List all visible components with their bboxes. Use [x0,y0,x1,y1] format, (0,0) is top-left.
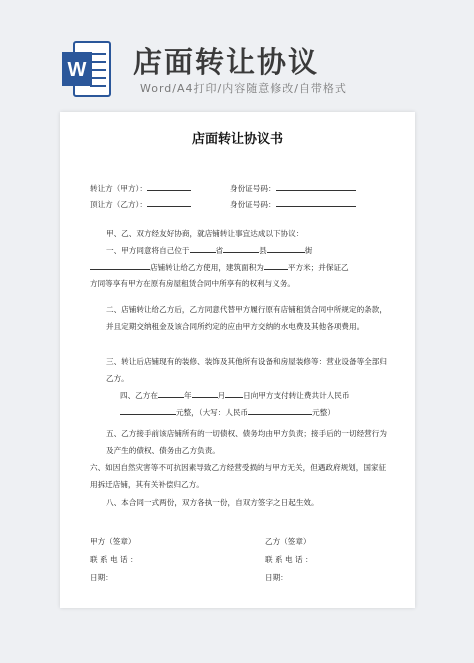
month-blank [192,389,218,398]
clause-1-area-text: 店铺转让给乙方使用，建筑面积为 [150,262,264,272]
intro-text: 甲、乙、双方经友好协商，就店铺转让事宜达成以下协议： [106,229,304,238]
clause-1-line-1 [90,243,390,260]
clause-4-capital-text: 元整，（大写：人民币 [176,407,249,417]
year-blank [158,389,184,398]
transferor-row [90,182,191,194]
year-label: 年 [183,391,192,400]
transferee-id-label: 身份证号码： [230,200,276,209]
clause-1-line-3: 方同等享有甲方在原有房屋租赁合同中所享有的权利与义务。 [90,279,296,288]
clause-4-end: 元整） [312,407,335,417]
clause-4-line-1 [90,388,390,405]
document-page [60,112,415,608]
clause-4-start: 四、乙方在 [120,391,158,400]
clause-6-text: 六、如因自然灾害等不可抗因素导致乙方经营受损的与甲方无关，但遇政府规划，国家征用拆迁店铺，其有关补偿归乙方。 [90,463,387,489]
clause-1-start: 一、甲方同意将自己位于 [106,246,190,255]
amount-blank [120,406,176,415]
transferor-blank [147,182,191,191]
transferee-id-row [230,198,356,210]
clause-5-text: 五、乙方接手前该店铺所有的一切债权、债务均由甲方负责；接手后的一切经营行为及产生的债权、债务由乙方负责。 [106,429,387,455]
month-label: 月 [217,391,226,400]
street-label: 街 [304,246,313,255]
clause-4-payment-text: 日向甲方支付转让费共计人民币 [243,391,350,400]
clause-1 [90,243,390,293]
area-blank [264,261,288,270]
clause-1-area-unit: 平方米；并保证乙 [287,262,349,272]
transferee-label: 顶让方（乙方）： [90,200,147,209]
party-a-sign: 甲方（签章） [90,537,136,546]
province-label: 省 [215,246,224,255]
transferee-id-blank [276,198,356,207]
clause-3-text: 三、转让后店铺现有的装修、装饰及其他所有设备和房屋装修等：营业设备等全部归乙方。 [106,357,387,383]
header-title: 店面转让协议 [133,45,320,79]
party-b-phone-label: 联 系 电 话 ： [265,555,313,564]
svg-text:W: W [67,59,87,81]
street-blank [267,244,305,253]
party-b-date: 日期： [265,573,288,582]
transferee-blank [147,198,191,207]
transferee-row [90,198,191,210]
transferor-id-blank [276,182,356,191]
capital-amount-blank [248,406,312,415]
transferor-label: 转让方（甲方）： [90,184,147,193]
word-document-icon [62,40,112,98]
clause-4 [90,388,390,421]
party-b-phone [265,554,313,565]
clause-1-line-2 [90,260,390,277]
document-title: 店面转让协议书 [191,132,283,147]
party-b-sign: 乙方（签章） [265,537,311,546]
clause-5 [90,426,390,459]
clause-6 [90,460,390,493]
county-label: 县 [259,246,267,255]
province-blank [190,244,216,253]
transferor-id-row [230,182,356,194]
transferor-id-label: 身份证号码： [230,184,276,193]
party-a-phone [90,554,138,565]
clause-8-text: 八、本合同一式两份，双方各执一份，自双方签字之日起生效。 [106,498,319,507]
intro-paragraph [90,226,390,243]
header [0,0,474,110]
header-subtitle: Word/A4打印/内容随意修改/自带格式 [140,82,347,95]
clause-2 [90,302,390,335]
party-a-date: 日期： [90,573,113,582]
county-blank [223,244,259,253]
party-a-phone-label: 联 系 电 话 ： [90,555,138,564]
day-blank [225,389,243,398]
clause-2-text: 二、店铺转让给乙方后，乙方同意代替甲方履行原有店铺租赁合同中所规定的条款，并且定期交纳租金及该合同所约定的应由甲方交纳的水电费及其他各项费用。 [106,305,387,331]
shop-blank [90,261,150,270]
clause-4-line-2 [90,405,390,422]
clause-3 [90,354,390,387]
clause-8 [90,495,390,512]
